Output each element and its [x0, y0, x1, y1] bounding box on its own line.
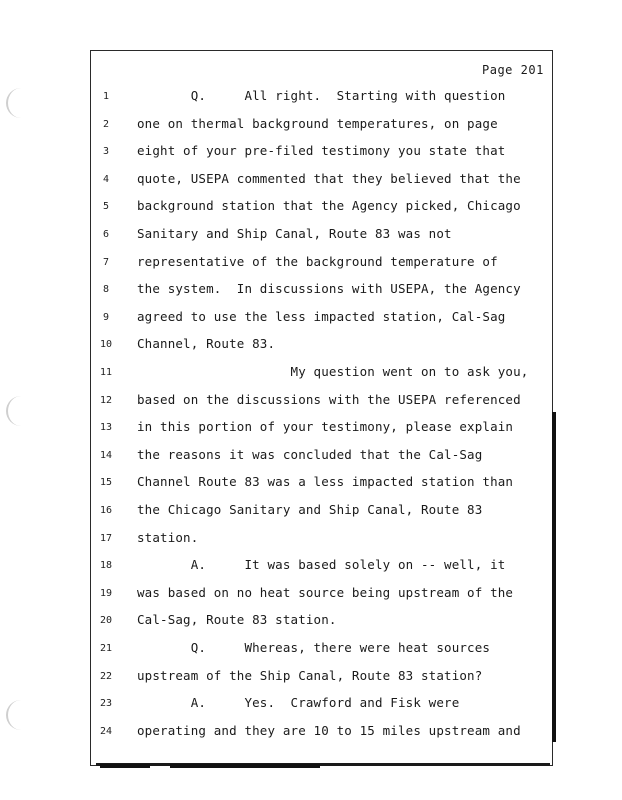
- page-number: Page 201: [482, 63, 544, 77]
- transcript-line: [0, 88, 622, 108]
- line-number: 9: [102, 311, 110, 323]
- line-text: one on thermal background temperatures, on page: [137, 115, 498, 131]
- transcript-line: [0, 364, 622, 384]
- line-text: A. It was based solely on -- well, it: [137, 557, 506, 573]
- transcript-line: [0, 585, 622, 605]
- line-text: quote, USEPA commented that they believed that the: [137, 170, 521, 186]
- transcript-line: [0, 254, 622, 274]
- transcript-line: [0, 695, 622, 715]
- line-number: 12: [99, 394, 113, 406]
- line-number: 6: [102, 229, 110, 240]
- transcript-line: [0, 419, 622, 439]
- transcript-line: [0, 612, 622, 632]
- line-text: upstream of the Ship Canal, Route 83 station?: [137, 667, 483, 683]
- transcript-line: [0, 309, 622, 329]
- line-text: Sanitary and Ship Canal, Route 83 was not: [137, 226, 452, 241]
- transcript-line: [0, 171, 622, 191]
- line-text: in this portion of your testimony, please explain: [137, 419, 514, 435]
- page-bottom-rule: [96, 763, 550, 766]
- transcript-line: [0, 640, 622, 660]
- line-text: My question went on to ask you,: [137, 364, 529, 379]
- line-number: 8: [102, 284, 110, 296]
- line-number: 22: [99, 670, 113, 682]
- line-text: Channel Route 83 was a less impacted station than: [137, 474, 514, 490]
- line-number: 21: [99, 643, 113, 654]
- bottom-scan-mark: [100, 764, 150, 768]
- line-number: 13: [99, 422, 113, 434]
- line-text: the Chicago Sanitary and Ship Canal, Route 83: [137, 502, 483, 517]
- line-text: agreed to use the less impacted station, Cal-Sag: [137, 308, 506, 324]
- transcript-line: [0, 392, 622, 412]
- line-number: 5: [102, 201, 110, 213]
- line-text: based on the discussions with the USEPA referenced: [137, 391, 521, 407]
- line-number: 23: [99, 698, 113, 710]
- transcript-line: [0, 474, 622, 494]
- transcript-line: [0, 557, 622, 577]
- transcript-line: [0, 502, 622, 522]
- transcript-line: [0, 226, 622, 246]
- line-number: 14: [99, 449, 113, 461]
- transcript-line: [0, 723, 622, 743]
- transcript-line: [0, 116, 622, 136]
- transcript-line: [0, 281, 622, 301]
- line-number: 19: [99, 587, 113, 599]
- line-text: background station that the Agency picked, Chicago: [137, 198, 521, 214]
- line-number: 1: [102, 91, 110, 102]
- bottom-scan-mark: [170, 764, 320, 768]
- transcript-line: [0, 198, 622, 218]
- line-text: operating and they are 10 to 15 miles upstream and: [137, 722, 521, 738]
- line-number: 20: [99, 615, 113, 627]
- transcript-line: [0, 336, 622, 356]
- line-number: 10: [99, 339, 113, 351]
- line-number: 4: [102, 173, 110, 185]
- line-text: the reasons it was concluded that the Cal-Sag: [137, 446, 483, 462]
- line-text: was based on no heat source being upstream of the: [137, 584, 514, 600]
- line-text: representative of the background temperature of: [137, 253, 498, 269]
- line-text: Q. All right. Starting with question: [137, 88, 506, 103]
- line-number: 11: [99, 367, 113, 378]
- transcript-line: [0, 668, 622, 688]
- line-text: station.: [137, 529, 199, 545]
- transcript-line: [0, 530, 622, 550]
- transcript-line: [0, 447, 622, 467]
- line-number: 24: [99, 725, 113, 737]
- line-number: 2: [102, 118, 110, 130]
- line-text: Channel, Route 83.: [137, 336, 276, 352]
- line-text: A. Yes. Crawford and Fisk were: [137, 695, 460, 711]
- line-number: 7: [102, 256, 110, 268]
- line-text: the system. In discussions with USEPA, the Agency: [137, 281, 521, 297]
- line-number: 3: [102, 146, 110, 158]
- transcript-line: [0, 143, 622, 163]
- line-text: eight of your pre-filed testimony you state that: [137, 143, 506, 159]
- line-text: Cal-Sag, Route 83 station.: [137, 612, 337, 628]
- line-number: 15: [99, 477, 113, 489]
- line-number: 17: [99, 532, 113, 544]
- line-number: 16: [99, 505, 113, 516]
- line-number: 18: [99, 560, 113, 572]
- line-text: Q. Whereas, there were heat sources: [137, 640, 491, 655]
